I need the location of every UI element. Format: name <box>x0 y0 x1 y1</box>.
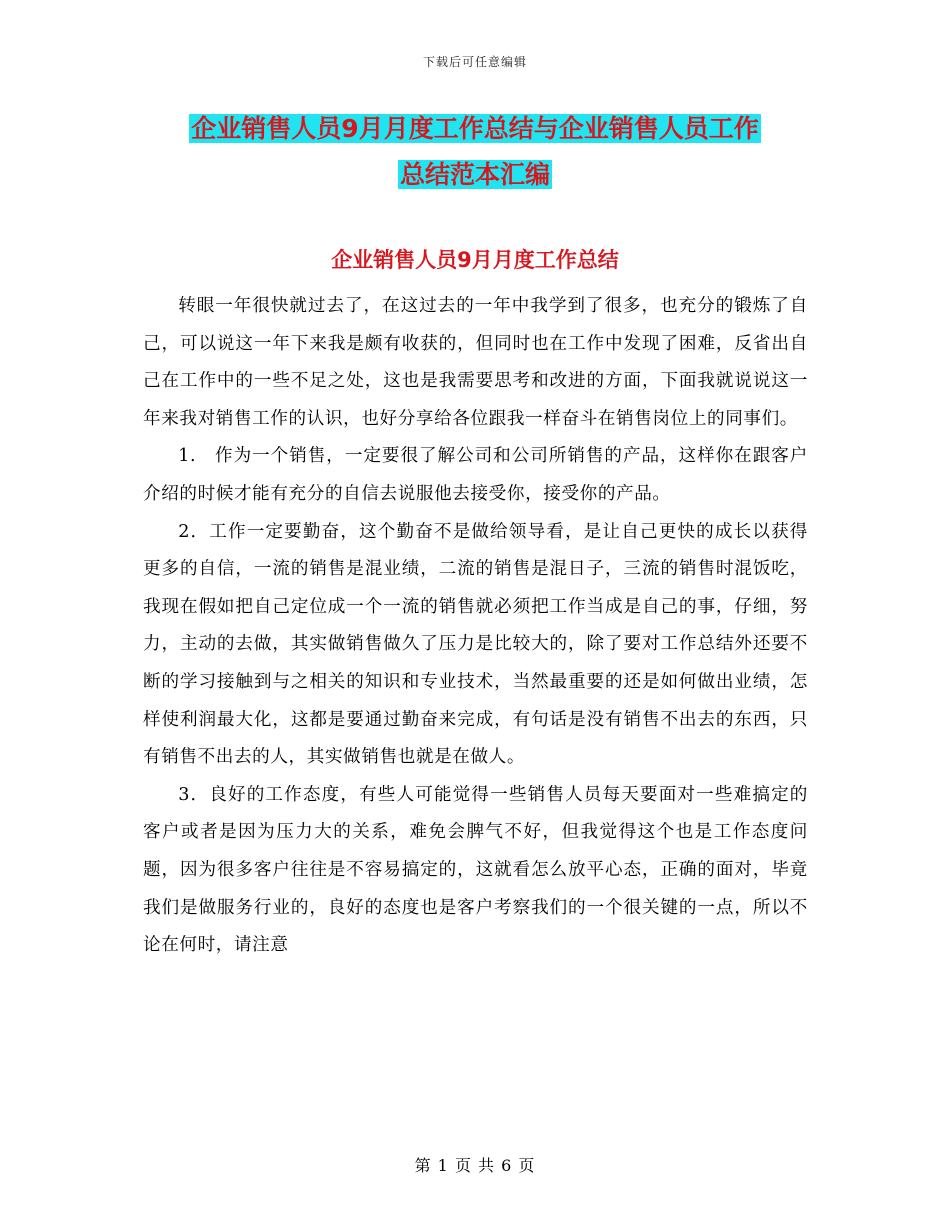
document-title <box>0 106 950 198</box>
page-header-note: 下载后可任意编辑 <box>422 55 527 69</box>
paragraph-point-1: 1. 作为一个销售，一定要很了解公司和公司所销售的产品，这样你在跟客户介绍的时候才能有充分的自信去说服他去接受你，接受你的产品。 <box>143 446 808 504</box>
page-footer: 第 1 页 共 6 页 <box>414 1156 536 1175</box>
paragraph-intro: 转眼一年很快就过去了，在这过去的一年中我学到了很多，也充分的锻炼了自己，可以说这一年下来我是颇有收获的，但同时也在工作中发现了困难，反省出自己在工作中的一些不足之处，这也是我需要思考和改进的方面，下面我就说说这一年来我对销售工作的认识，也好分享给各位跟我一样奋斗在销售岗位上的同事们。 <box>143 296 808 429</box>
paragraph-point-2: 2．工作一定要勤奋，这个勤奋不是做给领导看，是让自己更快的成长以获得更多的自信，一流的销售是混业绩，二流的销售是混日子，三流的销售时混饭吃，我现在假如把自己定位成一个一流的销售就必须把工作当成是自己的事，仔细，努力，主动的去做，其实做销售做久了压力是比较大的，除了要对工作总结外还要不断的学习接触到与之相关的知识和专业技术，当然最重要的还是如何做出业绩，怎样使利润最大化，这都是要通过勤奋来完成，有句话是没有销售不出去的东西，只有销售不出去的人，其实做销售也就是在做人。 <box>143 521 808 768</box>
document-title-line-1: 企业销售人员9月月度工作总结与企业销售人员工作 <box>191 114 759 143</box>
document-title-line-2: 总结范本汇编 <box>399 160 550 189</box>
section-title: 企业销售人员9月月度工作总结 <box>331 248 619 272</box>
body-text <box>143 288 808 965</box>
paragraph-point-3: 3．良好的工作态度，有些人可能觉得一些销售人员每天要面对一些难搞定的客户或者是因为压力大的关系，难免会脾气不好，但我觉得这个也是工作态度问题，因为很多客户往往是不容易搞定的，这就看怎么放平心态，正确的面对，毕竟我们是做服务行业的，良好的态度也是客户考察我们的一个很关键的一点，所以不论在何时，请注意 <box>143 784 808 956</box>
